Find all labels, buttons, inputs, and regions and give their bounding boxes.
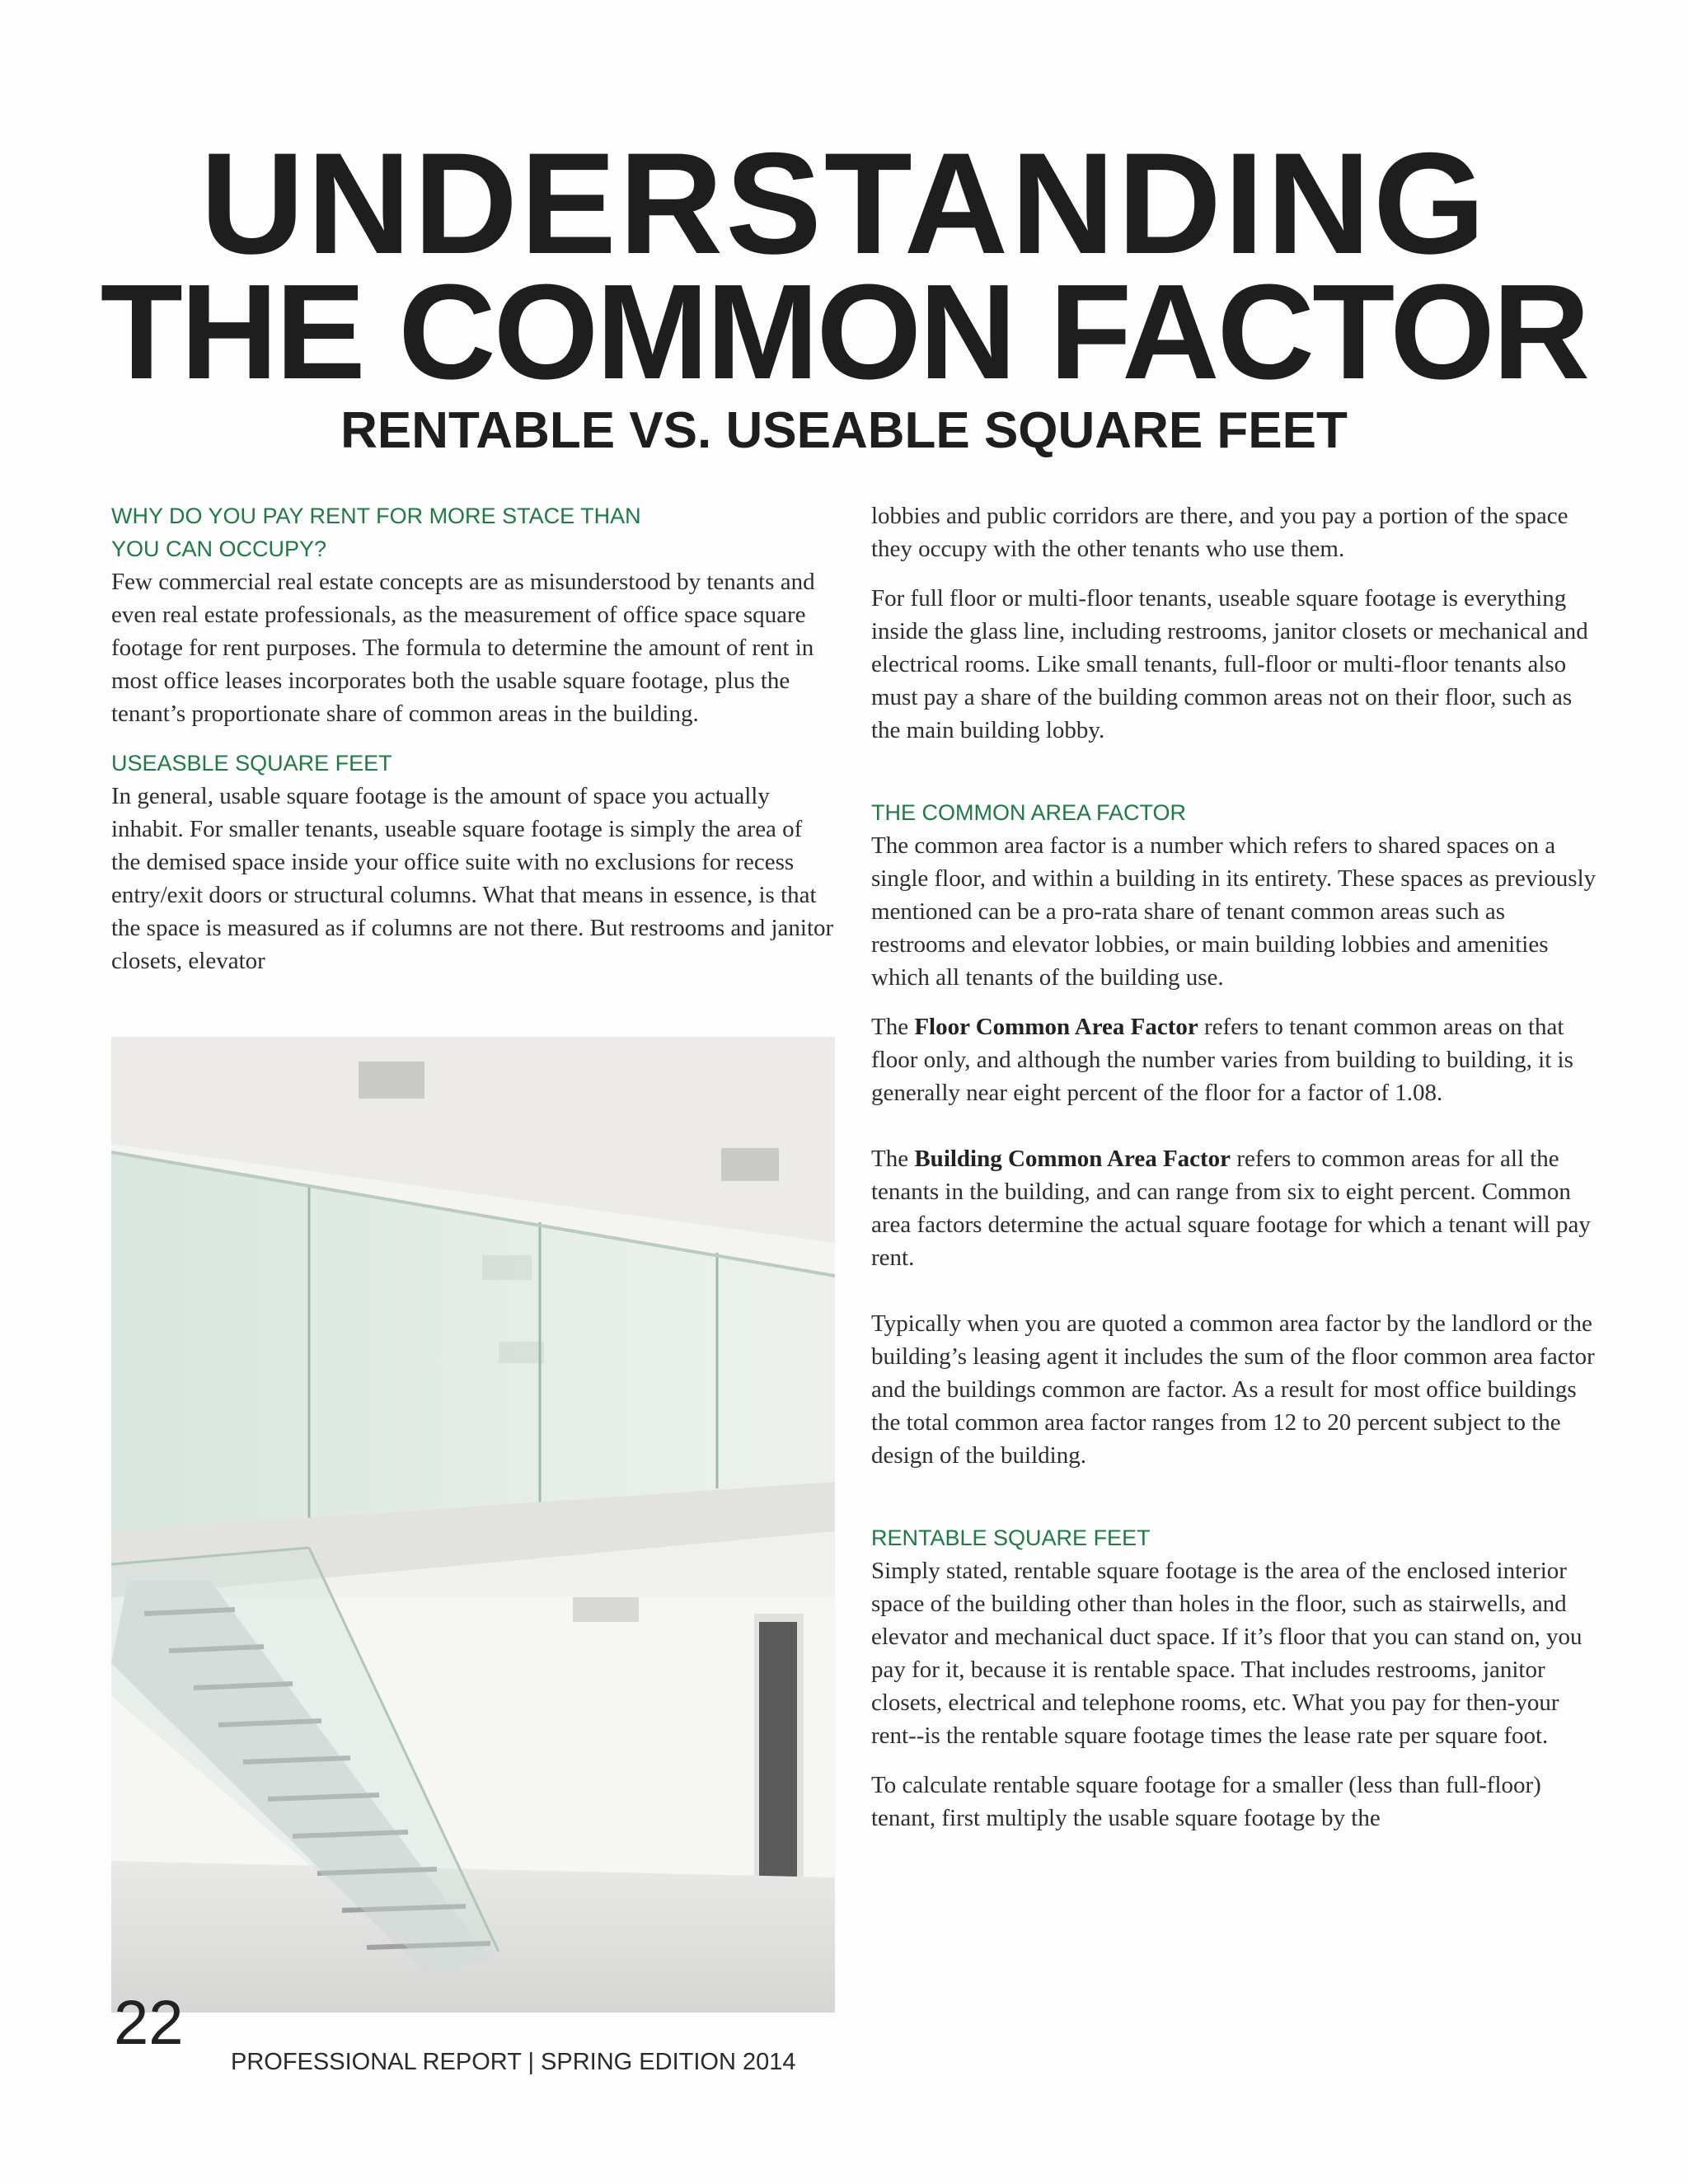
section-heading-rentable: RENTABLE SQUARE FEET xyxy=(871,1526,1151,1550)
headline-line-1: UNDERSTANDING xyxy=(199,124,1489,284)
heading-line: WHY DO YOU PAY RENT FOR MORE STACE THAN xyxy=(111,504,641,528)
building-factor-paragraph: The Building Common Area Factor refers to common areas for all the tenants in the building, and can range from six to eight percent. Common area factors determine the actual square footage for which a tenant will pay rent. xyxy=(871,1146,1591,1271)
full-floor-paragraph: For full floor or multi-floor tenants, useable square footage is everything inside the glass line, including restrooms, janitor closets or mechanical and electrical rooms. Like small tenants, full-floor or multi-floor tenants also must pay a share of the building common areas not on their floor, such as the main building lobby. xyxy=(871,585,1588,743)
page-number: 22 xyxy=(114,1988,184,2058)
section-heading-why xyxy=(111,499,837,565)
right-column xyxy=(871,499,1601,1835)
section-heading-useable: USEASBLE SQUARE FEET xyxy=(111,751,392,776)
rentable-paragraph: Simply stated, rentable square footage is the area of the enclosed interior space of the building other than holes in the floor, such as stairwells, and elevator and mechanical duct space. If it’s floor that you can stand on, you pay for it, because it is rentable space. That includes restrooms, janitor closets, electrical and telephone rooms, etc. What you pay for then-your rent--is the rentable square footage times the lease rate per square foot. xyxy=(871,1558,1582,1749)
intro-paragraph: Few commercial real estate concepts are as misunderstood by tenants and even real estate professionals, as the measurement of office space square footage for rent purposes. The formula to determine the amount of rent in most office leases incorporates both the usable square footage, plus the tenant’s proportionate share of common areas in the building. xyxy=(111,569,815,727)
common-area-paragraph: The common area factor is a number which refers to shared spaces on a single floor, and within a building in its entirety. These spaces as previously mentioned can be a pro-rata share of tenant common areas such as restrooms and elevator lobbies, or main building lobbies and amenities which all tenants of the building use. xyxy=(871,832,1597,991)
headline-line-2: THE COMMON FACTOR xyxy=(100,256,1588,407)
floor-factor-term: Floor Common Area Factor xyxy=(914,1014,1198,1040)
subtitle: RENTABLE VS. USEABLE SQUARE FEET xyxy=(340,402,1348,459)
left-column xyxy=(111,499,837,977)
section-heading-common-area: THE COMMON AREA FACTOR xyxy=(871,800,1187,825)
total-factor-paragraph: Typically when you are quoted a common area factor by the landlord or the building’s leasing agent it includes the sum of the floor common area factor and the buildings common are factor. As a result for most office buildings the total common area factor ranges from 12 to 20 percent subject to the design of the building. xyxy=(871,1310,1595,1469)
publication-footer: PROFESSIONAL REPORT | SPRING EDITION 2014 xyxy=(231,2049,796,2075)
floor-factor-paragraph: The Floor Common Area Factor refers to tenant common areas on that floor only, and although the number varies from building to building, it is generally near eight percent of the floor for a factor of 1.08. xyxy=(871,1014,1573,1106)
building-factor-term: Building Common Area Factor xyxy=(914,1146,1231,1172)
useable-paragraph: In general, usable square footage is the amount of space you actually inhabit. For smaller tenants, useable square footage is simply the area of the demised space inside your office suite with no exclusions for recess entry/exit doors or structural columns. What that means in essence, is that the space is measured as if columns are not there. But restrooms and janitor closets, elevator xyxy=(111,783,834,974)
lobbies-paragraph: lobbies and public corridors are there, and you pay a portion of the space they occupy with the other tenants who use them. xyxy=(871,503,1568,562)
calculate-paragraph: To calculate rentable square footage for a smaller (less than full-floor) tenant, first multiply the usable square footage by the xyxy=(871,1772,1541,1831)
staircase-photo xyxy=(111,1037,835,2013)
heading-line: YOU CAN OCCUPY? xyxy=(111,537,327,561)
